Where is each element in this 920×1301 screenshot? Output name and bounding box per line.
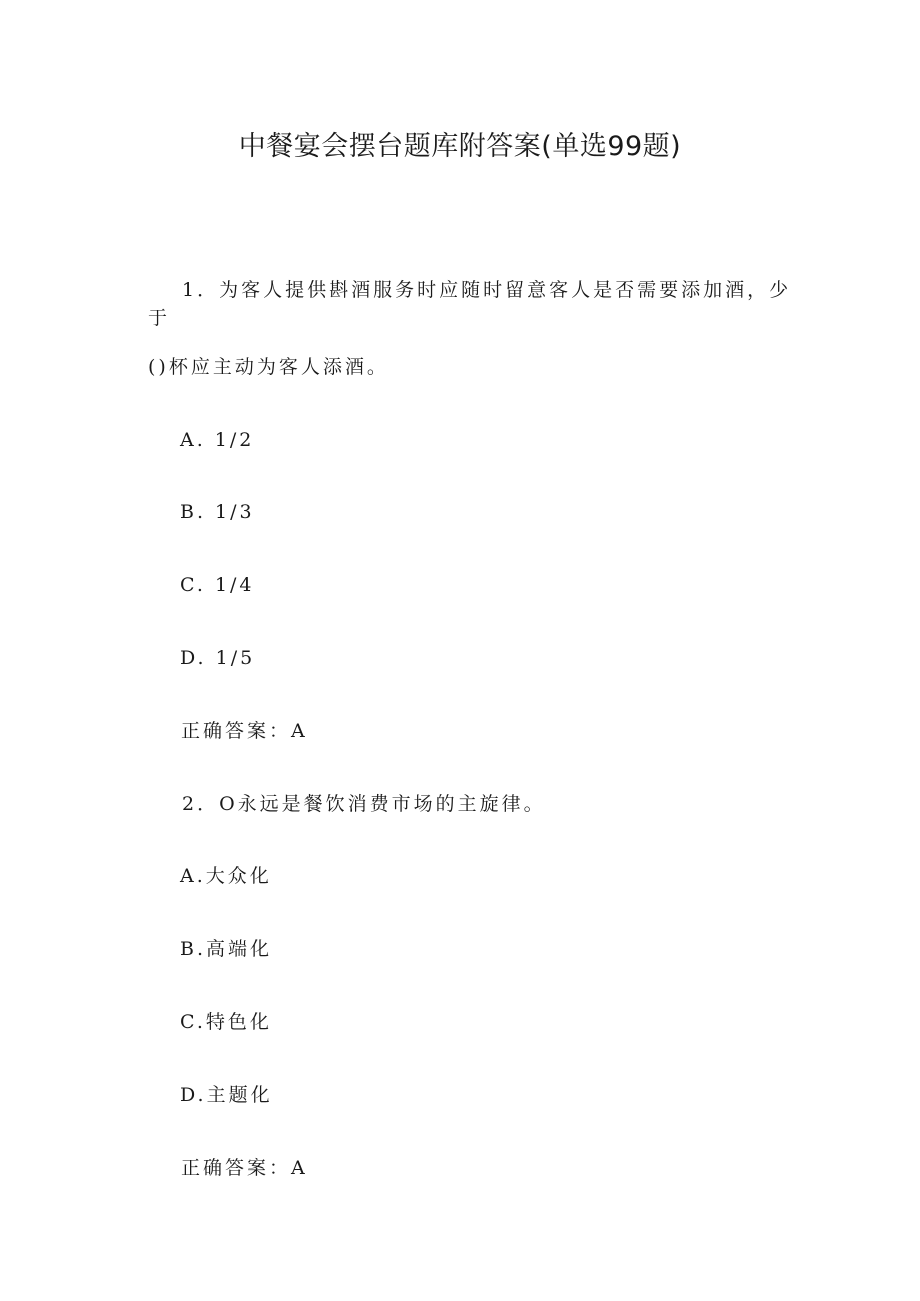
question-2-answer: 正确答案：A: [181, 1157, 308, 1179]
question-1-option-c: C. 1/4: [180, 574, 255, 596]
question-2-option-b: B.高端化: [180, 938, 273, 960]
question-1-option-a: A. 1/2: [180, 429, 255, 451]
question-2-option-a: A.大众化: [180, 865, 272, 887]
question-1-answer: 正确答案：A: [181, 720, 308, 742]
question-1-option-b: B. 1/3: [180, 501, 255, 523]
question-1-stem-line-2: 于: [148, 307, 171, 329]
question-2-stem-line-1: 2．O永远是餐饮消费市场的主旋律。: [182, 793, 546, 815]
document-title: 中餐宴会摆台题库附答案(单选99题): [238, 131, 682, 162]
question-1-stem-line-3: ()杯应主动为客人添酒。: [148, 356, 389, 378]
question-2-option-c: C.特色化: [180, 1011, 272, 1033]
question-1-stem-line-1: 1．为客人提供斟酒服务时应随时留意客人是否需要添加酒，少: [182, 279, 792, 301]
question-1-option-d: D. 1/5: [180, 647, 256, 669]
question-2-option-d: D.主题化: [180, 1084, 273, 1106]
